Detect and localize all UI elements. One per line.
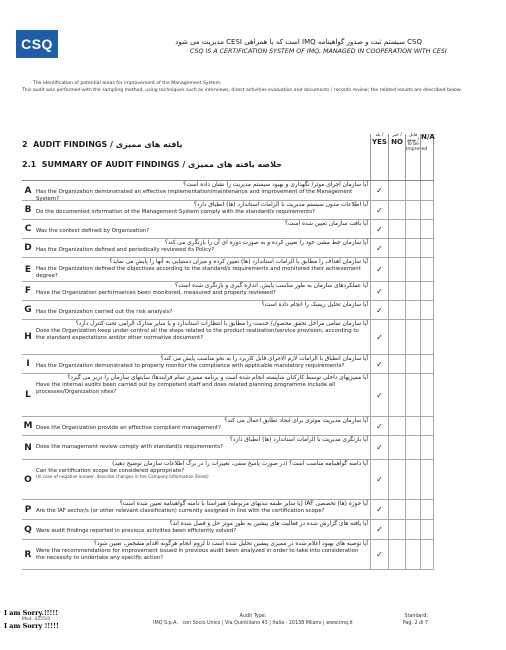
yes-cell[interactable]: ✓ [370, 540, 388, 569]
row-letter: B [24, 205, 32, 215]
table-row [22, 181, 434, 201]
question-fa: آیا سازمان مدیریت موثری برای ایجاد تطابق اعمال می کند؟ [224, 418, 368, 424]
yes-cell[interactable]: ✓ [370, 417, 388, 435]
section-number: 2.1 [22, 160, 37, 169]
no-cell[interactable] [388, 282, 405, 300]
question-fa: آیا سازمان تمامی مراحل تحقق محصول/ خدمت را مطابق با انتظارات استاندارد و یا سایر مدارک الزامی تحت کنترل دارد؟ [75, 321, 368, 327]
question-fa: آیا سازمان تحلیل ریسک را انجام داده است؟ [261, 302, 368, 308]
na-cell[interactable] [420, 520, 434, 539]
row-letter: E [24, 264, 32, 275]
question-en: Has the Organization demonstrated an effective implementation/maintenance and improvement of the Management System? [36, 189, 353, 202]
na-cell[interactable] [420, 320, 434, 354]
intro-text [22, 81, 488, 94]
question-fa: آیا سازمان اجرای موثر/ نگهداری و بهبود سیستم مدیریت را نشان داده است؟ [183, 182, 368, 188]
yes-cell[interactable]: ✓ [370, 320, 388, 354]
question-text [36, 302, 368, 316]
csq-logo: CSQ [16, 30, 58, 58]
footer-audit-type: Audit Type: [239, 614, 267, 619]
row-letter: Q [24, 524, 32, 535]
question-en: Can the certification scope be considered appropriate? [36, 468, 185, 475]
question-text [36, 240, 368, 254]
col-no-header [388, 134, 405, 180]
to-be-improved-cell[interactable] [405, 220, 420, 238]
audit-findings-table [22, 180, 434, 570]
question-text [36, 221, 368, 235]
question-text [36, 501, 368, 515]
yes-cell[interactable]: ✓ [370, 520, 388, 539]
to-be-improved-cell[interactable] [405, 239, 420, 257]
table-row [22, 500, 434, 520]
question-fa: آیا سازمان خط مشی خود را تعیین کرده و به صورت دوره ای آن را بازنگری می کند؟ [164, 240, 368, 246]
table-row [22, 436, 434, 460]
footer-page-number: Pag. 2 di 7 [402, 621, 428, 626]
yes-cell[interactable]: ✓ [370, 500, 388, 519]
yes-cell[interactable]: ✓ [370, 355, 388, 373]
table-row [22, 520, 434, 540]
row-letter: L [25, 390, 31, 400]
to-be-improved-cell[interactable] [405, 301, 420, 319]
no-cell[interactable] [388, 520, 405, 539]
col-no-label: NO [391, 137, 403, 146]
question-text [36, 461, 368, 480]
table-row [22, 417, 434, 436]
yes-cell[interactable]: ✓ [370, 460, 388, 499]
na-cell[interactable] [420, 258, 434, 281]
table-row [22, 201, 434, 220]
yes-cell[interactable]: ✓ [370, 436, 388, 459]
row-letter: R [24, 549, 32, 560]
header-title-en: CSQ IS A CERTIFICATION SYSTEM OF IMQ, MANAGED IN COOPERATION WITH CESI [190, 48, 447, 55]
na-cell[interactable] [420, 301, 434, 319]
to-be-improved-cell[interactable] [405, 417, 420, 435]
table-row [22, 239, 434, 258]
row-letter: H [24, 332, 32, 342]
no-cell[interactable] [388, 320, 405, 354]
overlay-text-2: I am Sorry !!!!! [4, 622, 59, 630]
question-en: Have the internal audits been carried out by competent staff and does related planning programme include all processes/Organization sites? [36, 382, 336, 395]
question-en: Was the context defined by Organization? [36, 228, 150, 235]
table-row [22, 374, 434, 417]
overlay-text-1: I am Sorry.!!!!! [4, 609, 59, 617]
yes-cell[interactable]: ✓ [370, 258, 388, 281]
row-letter: M [23, 421, 33, 431]
to-be-improved-cell[interactable] [405, 436, 420, 459]
no-cell[interactable] [388, 301, 405, 319]
question-en: Has the Organization demonstrated to properly monitor the compliance with applicable mandatory requirements? [36, 363, 345, 370]
question-fa: آیا عملکردهای سازمان به طور مناسب پایش، اندازه گیری و بازنگری شده است؟ [175, 283, 368, 289]
question-en: Were audit findings reported in previous activities been efficiently solved? [36, 528, 237, 535]
yes-cell[interactable]: ✓ [370, 282, 388, 300]
table-row [22, 320, 434, 355]
footer-company: IMQ S.p.A. · con Socio Unico | Via Quintiliano 43 | Italia - 20138 Milano | www.imq.it [153, 621, 353, 626]
na-cell[interactable] [420, 355, 434, 373]
col-na-label: N/A [421, 133, 435, 141]
question-text [36, 259, 368, 279]
na-cell[interactable] [420, 436, 434, 459]
question-fa: آیا بافت سازمان تعیین شده است؟ [284, 221, 368, 227]
section-number: 2 [22, 140, 28, 149]
question-fa: آیا سازمان انطباق با الزامات لازم الاجرای قابل کاربرد را به نحو مناسب پایش می کند؟ [160, 356, 368, 362]
question-fa: آیا دامنه گواهینامه مناسب است؟ (در صورت پاسخ منفی، تغییرات را در برگ اطلاعات سازمان توضیح دهید) [112, 461, 368, 467]
table-row [22, 220, 434, 239]
na-cell[interactable] [420, 460, 434, 499]
na-cell[interactable] [420, 220, 434, 238]
no-cell[interactable] [388, 220, 405, 238]
question-fa: آیا سازمان اهداف را مطابق با الزامات استاندارد (ها) تعیین کرده و میزان دستیابی به آنها را پایش می نماید؟ [109, 259, 368, 265]
no-cell[interactable] [388, 500, 405, 519]
to-be-improved-cell[interactable] [405, 201, 420, 219]
to-be-improved-cell[interactable] [405, 540, 420, 569]
no-cell[interactable] [388, 460, 405, 499]
question-en: Has the Organization carried out the risk analysis? [36, 309, 173, 316]
row-letter: D [24, 243, 32, 253]
question-text [36, 356, 368, 370]
section-2-heading [22, 140, 182, 149]
no-cell[interactable] [388, 181, 405, 200]
na-cell[interactable] [420, 282, 434, 300]
intro-paragraph: This audit was performed with the sampling method, using techniques such as interviews, direct activities evaluation and documents / records review; the related results are described below. [22, 87, 462, 93]
no-cell[interactable] [388, 374, 405, 416]
question-en: Are the IAF sector/s (or other relevant classification) currently assigned in line with the certification scope? [36, 508, 325, 515]
table-row [22, 258, 434, 282]
question-text [36, 521, 368, 535]
na-cell[interactable] [420, 500, 434, 519]
to-be-improved-cell[interactable] [405, 320, 420, 354]
question-fa: آیا توصیه های بهبود اعلام شده در ممیزی پیشین تحلیل شده است تا لزوم انجام هرگونه اقدام مشخص، تعیین شود؟ [93, 541, 368, 547]
na-cell[interactable] [420, 417, 434, 435]
to-be-improved-cell[interactable] [405, 355, 420, 373]
no-cell[interactable] [388, 258, 405, 281]
col-na-header [420, 134, 434, 180]
no-cell[interactable] [388, 355, 405, 373]
question-fa: آیا بازنگری مدیریت با الزامات استاندارد (ها) انطباق دارد؟ [229, 437, 368, 443]
no-cell[interactable] [388, 436, 405, 459]
yes-cell[interactable]: ✓ [370, 239, 388, 257]
to-be-improved-cell[interactable] [405, 520, 420, 539]
question-en: Does the Organization keep under control all the steps related to the product realization/service provision, according to the standard expectations and/or other normative document? [36, 328, 359, 341]
col-tbi-label: To be Improved [406, 142, 428, 153]
row-letter: C [24, 224, 32, 234]
yes-cell[interactable]: ✓ [370, 374, 388, 416]
na-cell[interactable] [420, 181, 434, 200]
na-cell[interactable] [420, 374, 434, 416]
row-letter: P [24, 504, 32, 515]
to-be-improved-cell[interactable] [405, 181, 420, 200]
question-en: Have the Organization performances been monitored, measured and properly reviewed? [36, 290, 276, 297]
question-text [36, 202, 368, 216]
to-be-improved-cell[interactable] [405, 460, 420, 499]
table-row [22, 355, 434, 374]
na-cell[interactable] [420, 201, 434, 219]
table-row [22, 540, 434, 570]
question-fa: آیا حوزه (ها) تخصصی IAF (یا سایر طبقه بندیهای مربوطه) همراستا با دامنه گواهینامه تعیین شده است؟ [119, 501, 368, 507]
no-cell[interactable] [388, 540, 405, 569]
to-be-improved-cell[interactable] [405, 374, 420, 416]
row-letter: A [24, 185, 32, 196]
question-en: Does the management review comply with standard/s requirements? [36, 444, 223, 451]
question-text [36, 418, 368, 432]
table-row [22, 282, 434, 301]
section-2-1-heading [22, 160, 282, 169]
row-letter: G [24, 305, 32, 315]
no-cell[interactable] [388, 417, 405, 435]
no-cell[interactable] [388, 239, 405, 257]
question-en: Do the documented information of the Management System comply with the standard/s requirements? [36, 209, 315, 216]
na-cell[interactable] [420, 239, 434, 257]
row-letter: N [24, 442, 32, 453]
question-text [36, 321, 368, 341]
question-en: Has the Organization defined the objectives according to the standard/s requirements and monitored their achievement degree? [36, 266, 361, 279]
col-yes-label: YES [372, 137, 387, 146]
yes-cell[interactable]: ✓ [370, 201, 388, 219]
col-tbi-fa: قابل بهبود / [407, 133, 419, 143]
question-en: Were the recommendations for improvement issued in previous audit been analyzed in order to take into consideration the necessity to undertake any specific action? [36, 548, 359, 561]
footer-mod: Mod. 4255/0 [22, 617, 51, 622]
header-title-fa: CSQ سیستم ثبت و صدور گواهینامه IMQ است که با همراهی CESI مدیریت می شود [175, 38, 422, 46]
col-yes-fa: بله / [375, 133, 384, 138]
intro-bullet: · The identification of potential areas for improvement of the Management System. [30, 81, 222, 86]
na-cell[interactable] [420, 540, 434, 569]
table-row [22, 460, 434, 500]
question-fa: آیا یافته های گزارش شده در فعالیت های پیشین به طور موثر حل و فصل شده اند؟ [169, 521, 368, 527]
yes-cell[interactable]: ✓ [370, 220, 388, 238]
question-text [36, 437, 368, 451]
section-title: AUDIT FINDINGS / یافته های ممیزی [33, 140, 183, 149]
question-en: Does the Organization provide an effective compliant management? [36, 425, 222, 432]
question-en: Has the Organization defined and periodically reviewed its Policy? [36, 247, 215, 254]
row-letter: O [24, 474, 32, 485]
col-no-fa: خیر / [392, 133, 402, 138]
col-yes-header [370, 134, 388, 180]
question-fa: آیا اطلاعات مدون سیستم مدیریت با الزامات استاندارد (ها) انطباق دارد؟ [193, 202, 368, 208]
no-cell[interactable] [388, 201, 405, 219]
question-fa: آیا ممیزیهای داخلی توسط کارکنان شایسته انجام شده است و برنامه ممیزی تمام فرایندها/ سایتهای سازمان را دربر می گیرد؟ [67, 375, 368, 381]
to-be-improved-cell[interactable] [405, 258, 420, 281]
question-text [36, 541, 368, 561]
row-letter: F [24, 286, 32, 296]
section-title: SUMMARY OF AUDIT FINDINGS / خلاصه یافته های ممیزی [41, 160, 282, 169]
question-text [36, 182, 368, 202]
to-be-improved-cell[interactable] [405, 500, 420, 519]
question-text [36, 283, 368, 297]
row-letter: I [26, 359, 30, 369]
table-row [22, 301, 434, 320]
question-note: (In case of negative answer, describe changes in the Company Information Sheet) [36, 473, 209, 479]
yes-cell[interactable]: ✓ [370, 301, 388, 319]
to-be-improved-cell[interactable] [405, 282, 420, 300]
footer-standard: Standard: [404, 614, 428, 619]
question-text [36, 375, 368, 395]
yes-cell[interactable]: ✓ [370, 181, 388, 200]
